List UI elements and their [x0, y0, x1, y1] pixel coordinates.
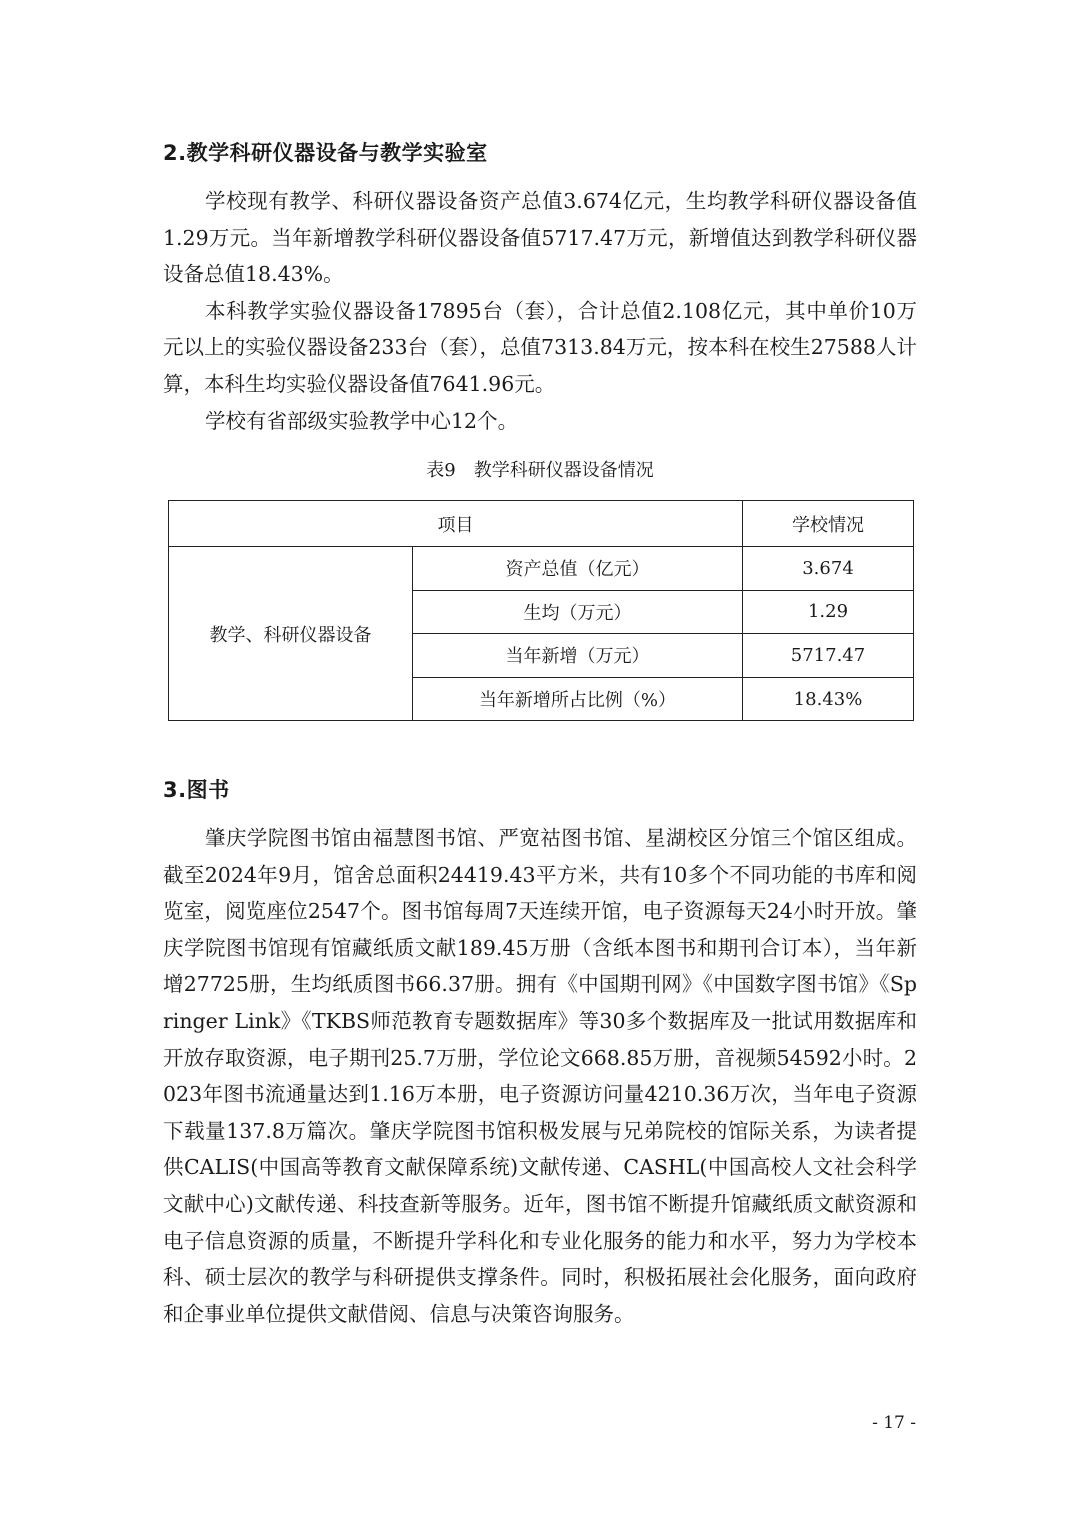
books-paragraphs: [163, 820, 917, 1332]
table-cell-label: 资产总值（亿元）: [413, 547, 743, 591]
table-cell-label: 生均（万元）: [413, 590, 743, 634]
table-header-item: 项目: [169, 501, 743, 547]
equipment-paragraphs: [163, 183, 917, 439]
table-row: [169, 547, 914, 591]
table-cell-value: 18.43%: [743, 677, 914, 721]
table-cell-value: 5717.47: [743, 634, 914, 678]
table-cell-label: 当年新增所占比例（%）: [413, 677, 743, 721]
table-group-label: 教学、科研仪器设备: [169, 547, 413, 721]
table-cell-label: 当年新增（万元）: [413, 634, 743, 678]
paragraph-library: 肇庆学院图书馆由福慧图书馆、严宽祜图书馆、星湖校区分馆三个馆区组成。截至2024年9月，馆舍总面积24419.43平方米，共有10多个不同功能的书库和阅览室，阅览座位2547个。图书馆每周7天连续开馆，电子资源每天24小时开放。肇庆学院图书馆现有馆藏纸质文献189.45万册（含纸本图书和期刊合订本），当年新增27725册，生均纸质图书66.37册。拥有《中国期刊网》《中国数字图书馆》《Springer Link》《TKBS师范教育专题数据库》等30多个数据库及一批试用数据库和开放存取资源，电子期刊25.7万册，学位论文668.85万册，音视频54592小时。2023年图书流通量达到1.16万本册，电子资源访问量4210.36万次，当年电子资源下载量137.8万篇次。肇庆学院图书馆积极发展与兄弟院校的馆际关系，为读者提供CALIS(中国高等教育文献保障系统)文献传递、CASHL(中国高校人文社会科学文献中心)文献传递、科技查新等服务。近年，图书馆不断提升馆藏纸质文献资源和电子信息资源的质量，不断提升学科化和专业化服务的能力和水平，努力为学校本科、硕士层次的教学与科研提供支撑条件。同时，积极拓展社会化服务，面向政府和企事业单位提供文献借阅、信息与决策咨询服务。: [163, 826, 917, 1326]
section-heading-equipment: 2.教学科研仪器设备与教学实验室: [163, 141, 488, 165]
page-number: - 17 -: [872, 1413, 916, 1433]
table-caption: 表9 教学科研仪器设备情况: [426, 460, 654, 481]
paragraph-lab-centers: 学校有省部级实验教学中心12个。: [205, 408, 519, 433]
table-cell-value: 3.674: [743, 547, 914, 591]
section-heading-books: 3.图书: [163, 778, 230, 802]
table-header-row: [169, 501, 914, 547]
equipment-table: [168, 500, 914, 721]
table-cell-value: 1.29: [743, 590, 914, 634]
paragraph-equipment-assets: 学校现有教学、科研仪器设备资产总值3.674亿元，生均教学科研仪器设备值1.29万元。当年新增教学科研仪器设备值5717.47万元，新增值达到教学科研仪器设备总值18.43%。: [163, 189, 917, 287]
paragraph-lab-equipment: 本科教学实验仪器设备17895台（套），合计总值2.108亿元，其中单价10万元以上的实验仪器设备233台（套），总值7313.84万元，按本科在校生27588人计算，本科生均实验仪器设备值7641.96元。: [163, 298, 917, 396]
table-header-status: 学校情况: [743, 501, 914, 547]
